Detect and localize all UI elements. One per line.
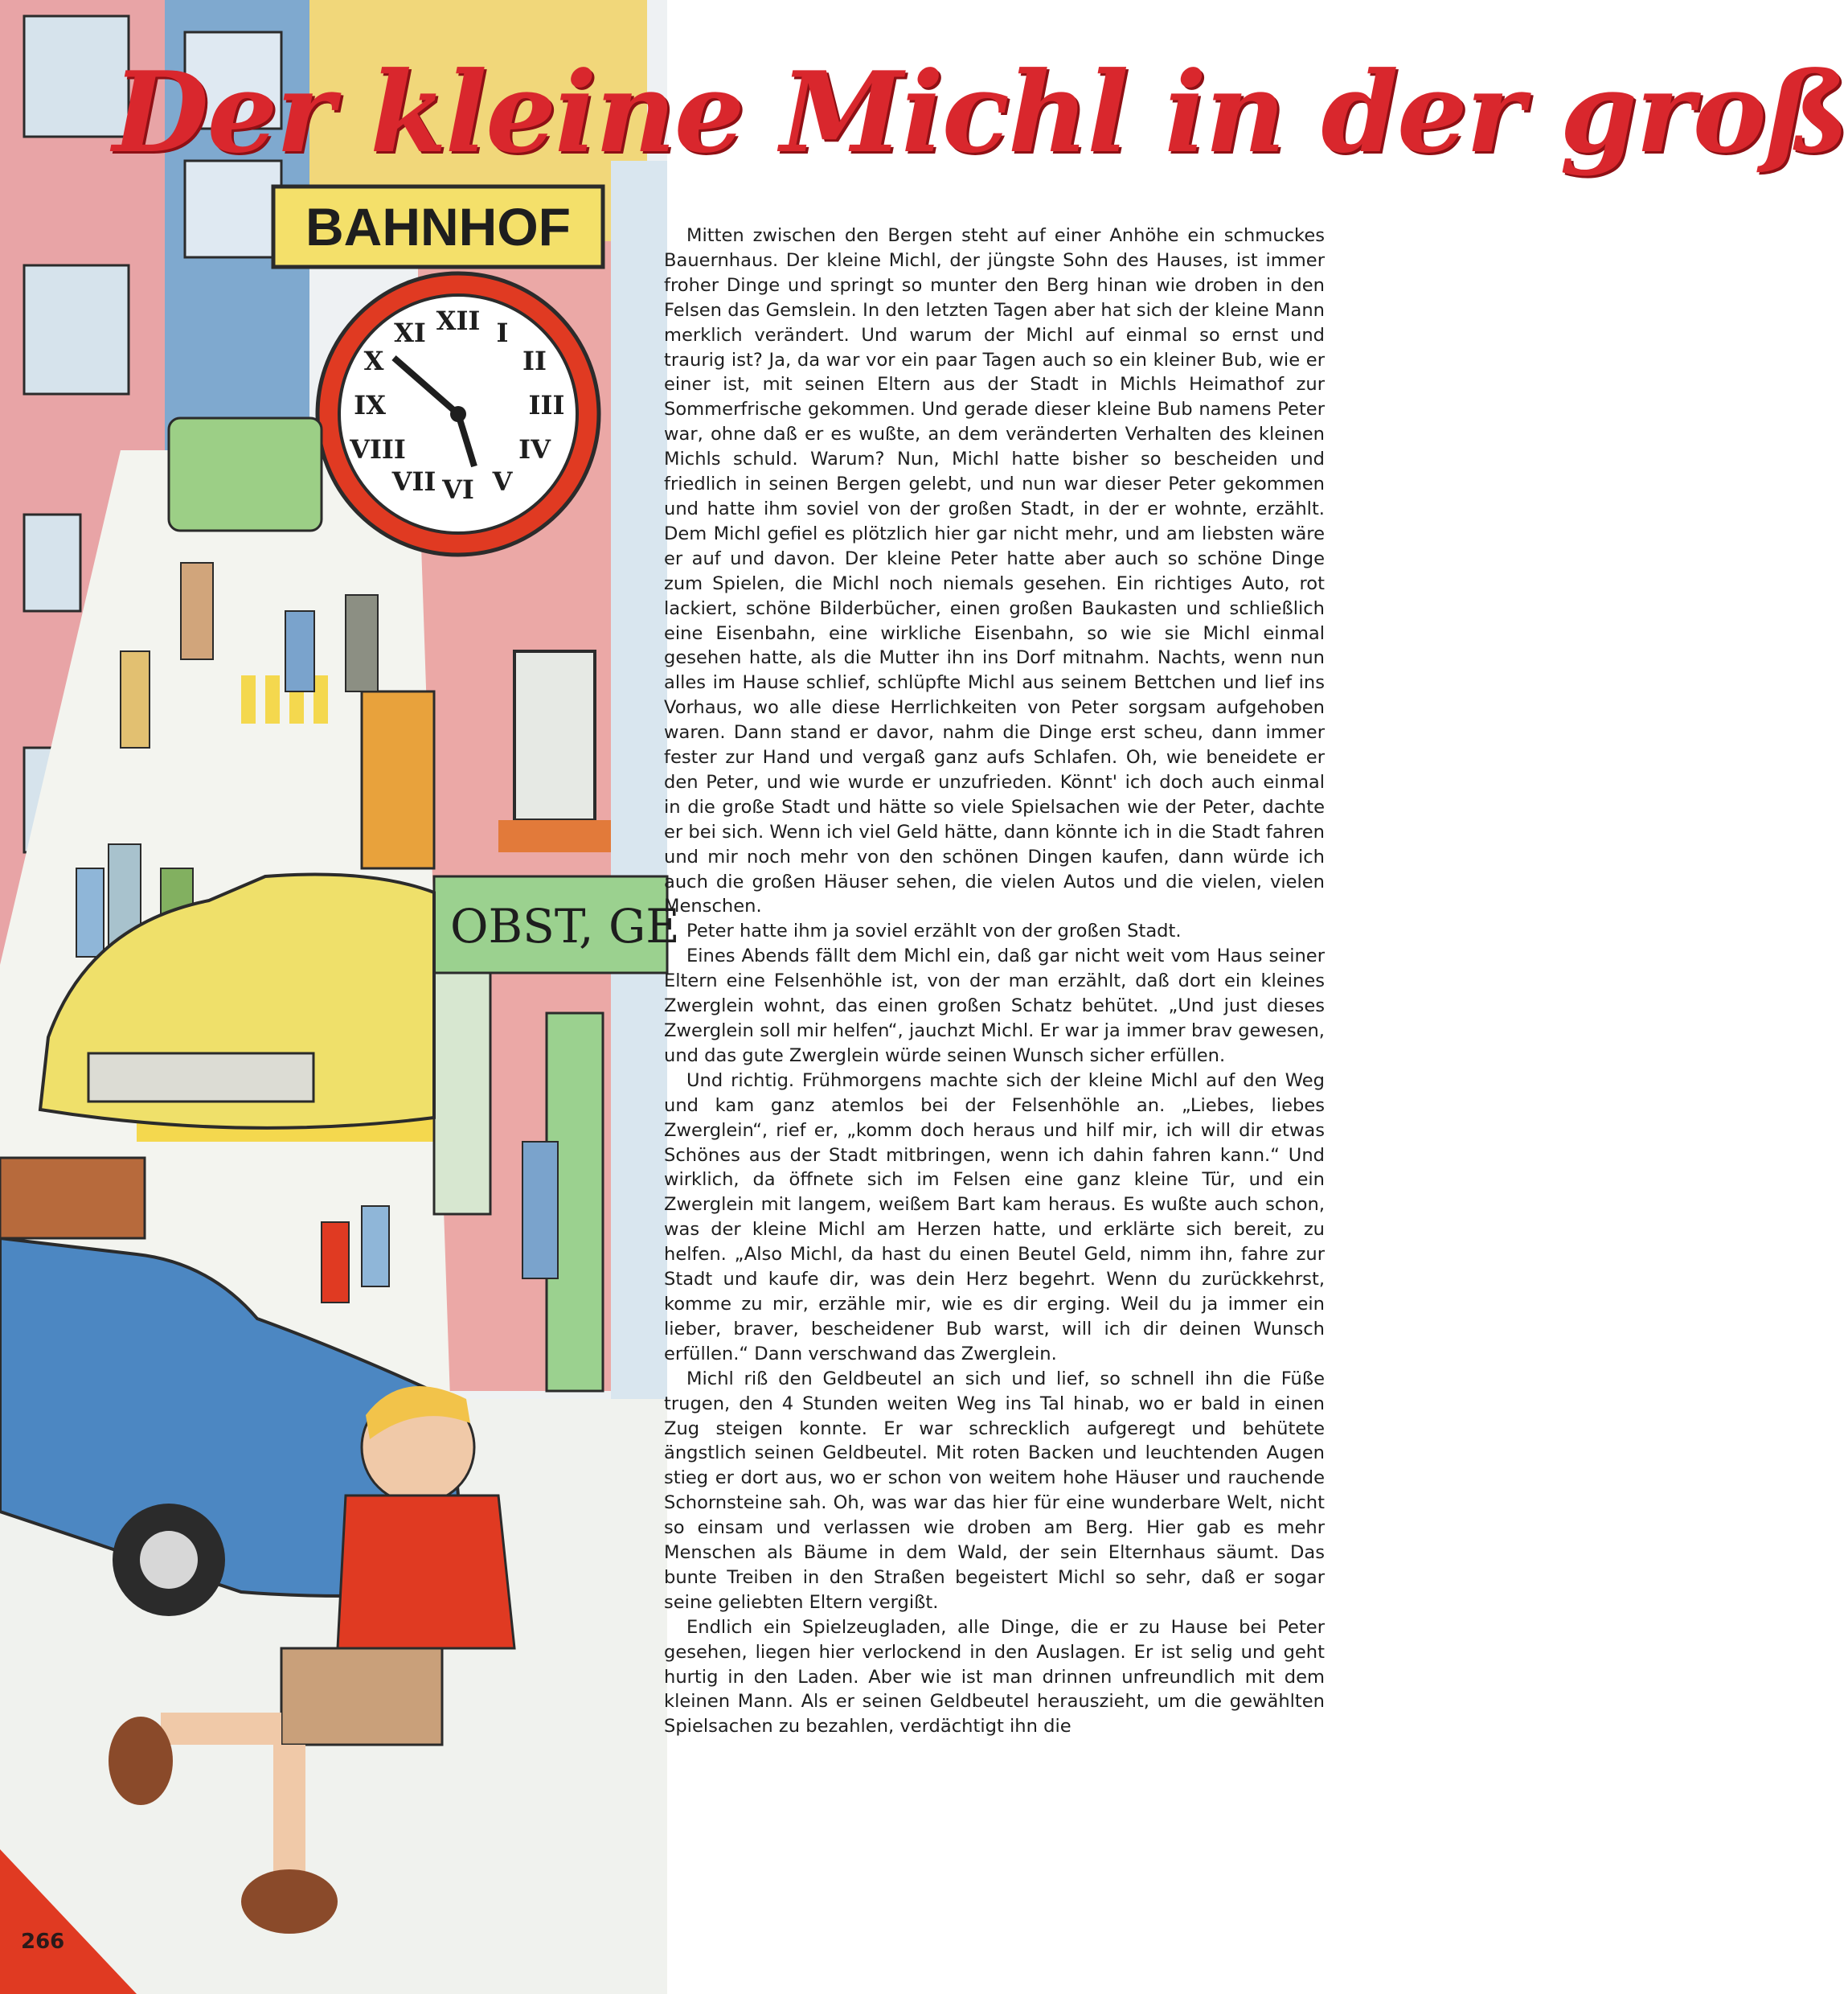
svg-text:VIII: VIII [350,434,406,465]
svg-text:I: I [496,318,509,348]
tailor-sign [362,691,434,868]
svg-text:IV: IV [518,434,551,465]
paragraph: Und richtig. Frühmorgens machte sich der kleine Michl auf den Weg und kam ganz atemlos bei der Felsenhöhle an. „Liebes, liebes Zwerglein“, rief er, „komm doch heraus und hilf mir, ich will dir etwas Schönes aus der Stadt mitbringen, wenn ich dahin fahren kann.“ Und wirklich, da öffnete sich im Felsen eine ganz kleine Tür, und ein Zwerglein mit langem, weißem Bart kam heraus. Es wußte auch schon, was der kleine Michl am Herzen hatte, und erklärte sich bereit, zu helfen. „Also Michl, da hast du einen Beutel Geld, nimm ihn, fahre zur Stadt und kaufe dir, was dein Herz begehrt. Wenn du zurückkehrst, komme zu mir, erzähle mir, wie es dir erging. Weil du ja immer ein lieber, braver, bescheidener Bub warst, will ich dir deinen Wunsch erfüllen.“ Dann verschwand das Zwerglein. [664,1069,1325,1364]
paragraph: Michl riß den Geldbeutel an sich und lief, so schnell ihn die Füße trugen, den 4 Stunden weiten Weg ins Tal hinab, wo er bald in einen Zug steigen konnte. Er war schrecklich aufgeregt und behütete ängstlich seinen Geldbeutel. Mit roten Backen und leuchtenden Augen stieg er dort aus, wo er schon von weitem hohe Häuser und rauchende Schornsteine sah. Oh, was war das hier für eine wunderbare Welt, nicht so einsam und verlassen wie droben am Berg. Hier gab es mehr Menschen als Bäume in dem Wald, der sein Elternhaus säumt. Das bunte Treiben in den Straßen begeistert Michl so sehr, daß er sogar seine geliebten Eltern vergißt. [664,1368,1325,1613]
svg-text:IX: IX [354,390,386,421]
svg-text:XI: XI [394,318,426,348]
paragraph: Endlich ein Spielzeugladen, alle Dinge, die er zu Hause bei Peter gesehen, liegen hier verlockend in den Auslagen. Er ist selig und geht hurtig in den Laden. Aber wie ist man drinnen unfreundlich mit dem kleinen Mann. Als er seinen Geldbeutel herauszieht, um die gewählten Spielsachen zu bezahlen, verdächtigt ihn die [664,1616,1325,1738]
paragraph: Peter hatte ihm ja soviel erzählt von der großen Stadt. [686,921,1182,942]
svg-text:VII: VII [391,466,436,497]
story-title [113,32,1848,193]
street-illustration [0,0,680,1994]
paragraph: Eines Abends fällt dem Michl ein, daß gar nicht weit vom Haus seiner Eltern eine Felsenhöhle ist, von der man erzählt, daß dort ein kleines Zwerglein wohnt, das einen großen Schatz behütet. „Und just dieses Zwerglein soll mir helfen“, jauchzt Michl. Er war ja immer brav gewesen, und das gute Zwerglein würde seinen Wunsch sicher erfüllen. [664,946,1325,1066]
shop-sign-text: OBST, GE [450,899,680,954]
svg-text:III: III [528,390,565,421]
paragraph: Mitten zwischen den Bergen steht auf einer Anhöhe ein schmuckes Bauernhaus. Der kleine Michl, der jüngste Sohn des Hauses, ist immer froher Dinge und springt so munter den Berg hinan wie droben in den Felsen das Gemslein. In den letzten Tagen aber hat sich der kleine Mann merklich verändert. Und warum der Michl auf einmal so ernst und traurig ist? Ja, da war vor ein paar Tagen auch so ein kleiner Bub, wie er einer ist, mit seinen Eltern aus der Stadt in Michls Heimathof zur Sommerfrische gekommen. Und gerade dieser kleine Bub namens Peter war, ohne daß er es wußte, an dem veränderten Verhalten des kleinen Michls schuld. Warum? Nun, Michl hatte bisher so bescheiden und friedlich in seinen Bergen gelebt, und nun war dieser Peter gekommen und hatte ihm soviel von der großen Stadt, in der er wohnte, erzählt. Dem Michl gefiel es plötzlich hier gar nicht mehr, und am liebsten wäre er auf und davon. Der kleine Peter hatte aber auch so schöne Dinge zum Spielen, die Michl noch niemals gesehen. Ein richtiges Auto, rot lackiert, schöne Bilderbücher, einen großen Baukasten und schließlich eine Eisenbahn, eine wirkliche Eisenbahn, so wie sie Michl einmal gesehen hatte, als die Mutter ihn ins Dorf mitnahm. Nachts, wenn nun alles im Hause schlief, schlüpfte Michl aus seinem Bettchen und lief ins Vorhaus, wo alle diese Herrlichkeiten von Peter sorgsam aufgehoben waren. Dann stand er davor, nahm die Dinge erst scheu, dann immer fester zur Hand und vergaß ganz aufs Schlafen. Oh, wie beneidete er den Peter, und wie wurde er unzufrieden. Könnt' ich doch auch einmal in die große Stadt und hätte so viele Spielsachen wie der Peter, dachte er bei sich. Wenn ich viel Geld hätte, dann könnte ich in die Stadt fahren und mir noch mehr von den schönen Dingen kaufen, dann würde ich auch die großen Häuser sehen, die vielen Autos und die vielen, vielen Menschen. [664,225,1325,917]
story-text [664,224,1325,1739]
green-bus [169,418,322,531]
svg-text:XII: XII [436,306,481,336]
svg-text:V: V [492,466,513,497]
page-number: 266 [21,1930,65,1954]
svg-text:X: X [363,346,384,376]
story-title-text: Der kleine Michl in der groß [113,47,1848,178]
luggage [0,1158,145,1238]
svg-text:VI: VI [442,474,474,505]
bahnhof-sign-text: BAHNHOF [305,197,571,256]
svg-text:II: II [522,346,547,376]
